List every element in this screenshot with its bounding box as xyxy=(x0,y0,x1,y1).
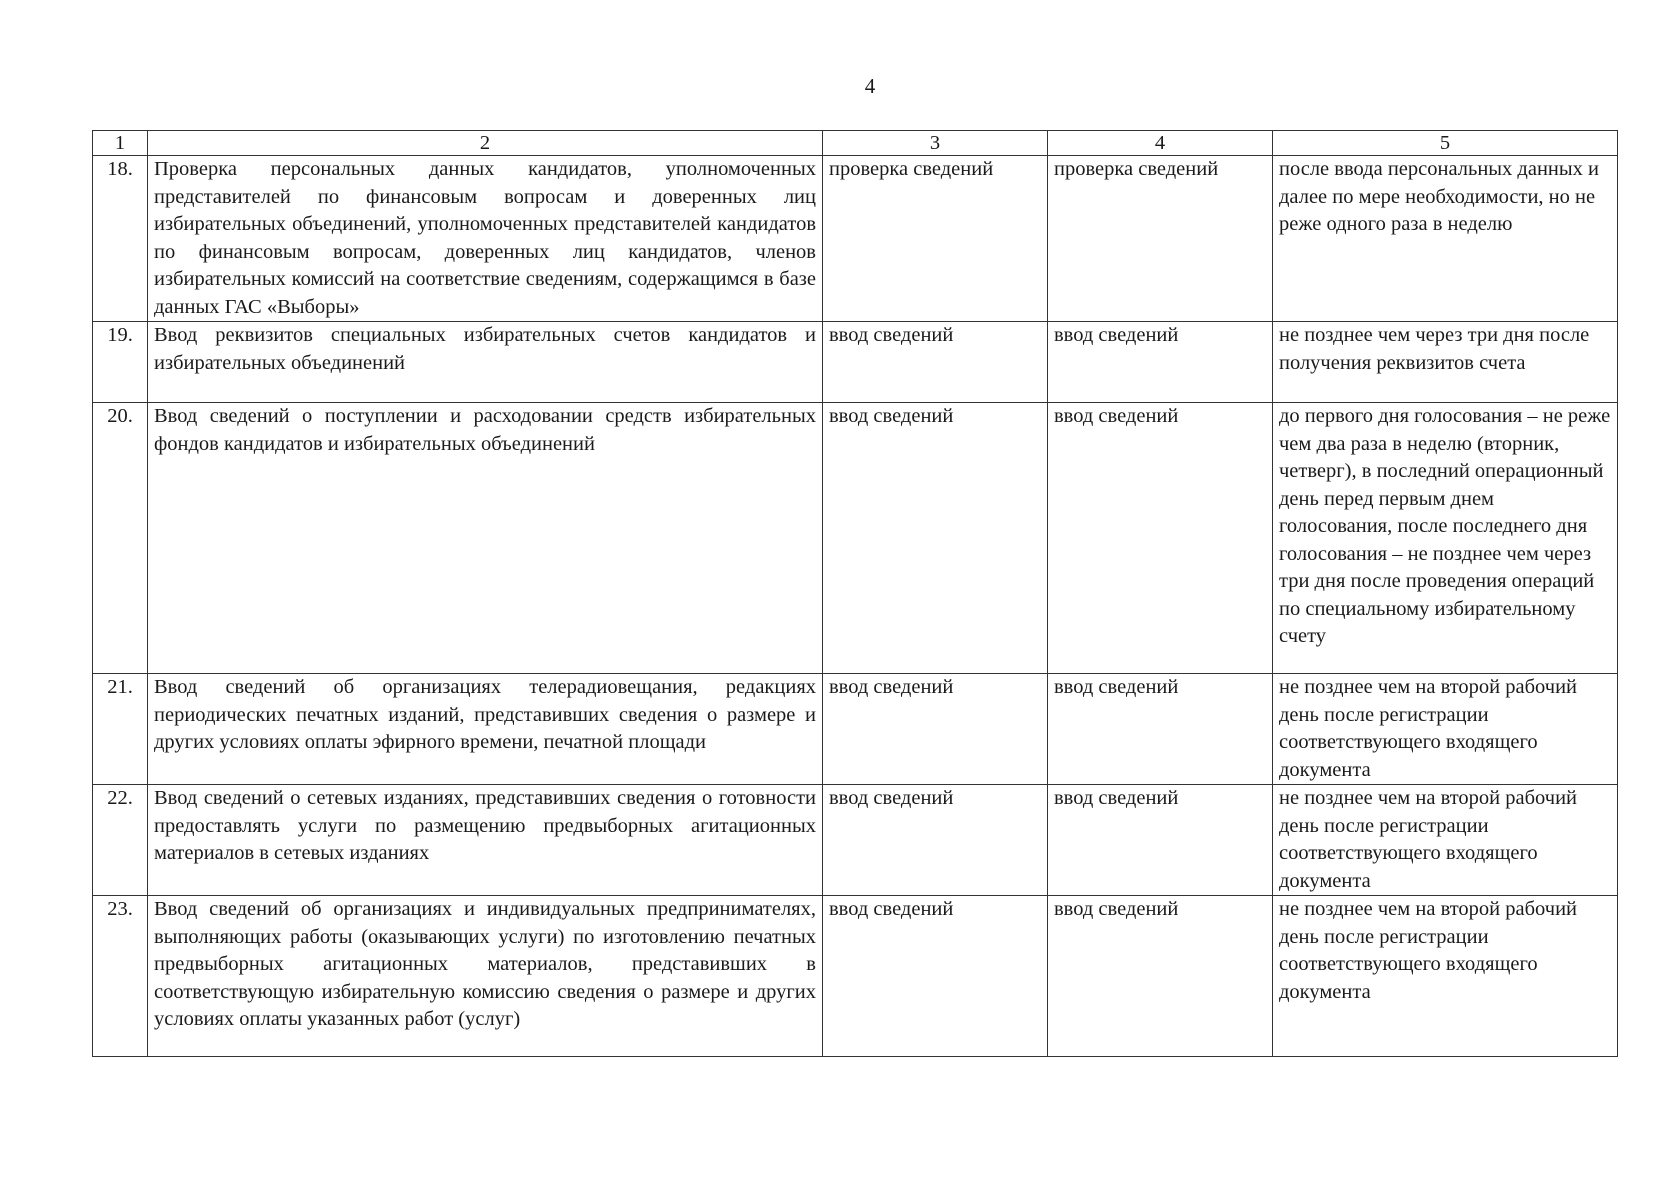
row-number: 20. xyxy=(93,403,148,674)
row-column-4: ввод сведений xyxy=(1048,403,1273,674)
row-number: 21. xyxy=(93,674,148,785)
row-number: 23. xyxy=(93,896,148,1057)
table-row xyxy=(93,785,1618,896)
column-header-1: 1 xyxy=(93,131,148,156)
table-row xyxy=(93,896,1618,1057)
row-column-3: ввод сведений xyxy=(823,322,1048,403)
column-header-2: 2 xyxy=(148,131,823,156)
row-column-4: ввод сведений xyxy=(1048,785,1273,896)
table-header-row xyxy=(93,131,1618,156)
row-deadline: не позднее чем на второй рабочий день после регистрации соответствующего входящего документа xyxy=(1273,896,1618,1057)
table-row xyxy=(93,156,1618,322)
row-column-4: ввод сведений xyxy=(1048,896,1273,1057)
column-header-5: 5 xyxy=(1273,131,1618,156)
row-column-3: ввод сведений xyxy=(823,896,1048,1057)
row-deadline: не позднее чем на второй рабочий день после регистрации соответствующего входящего документа xyxy=(1273,674,1618,785)
column-header-3: 3 xyxy=(823,131,1048,156)
row-column-3: ввод сведений xyxy=(823,674,1048,785)
row-description: Проверка персональных данных кандидатов, уполномоченных представителей по финансовым вопросам и доверенных лиц избирательных объединений, уполномоченных представителей кандидатов по финансовым вопросам, доверенных лиц кандидатов, членов избирательных комиссий на соответствие сведениям, содержащимся в базе данных ГАС «Выборы» xyxy=(148,156,823,322)
table-row xyxy=(93,403,1618,674)
row-deadline: не позднее чем через три дня после получения реквизитов счета xyxy=(1273,322,1618,403)
table-row xyxy=(93,322,1618,403)
row-column-4: ввод сведений xyxy=(1048,674,1273,785)
row-deadline: не позднее чем на второй рабочий день после регистрации соответствующего входящего документа xyxy=(1273,785,1618,896)
row-description: Ввод реквизитов специальных избирательных счетов кандидатов и избирательных объединений xyxy=(148,322,823,403)
schedule-table xyxy=(92,130,1618,1057)
row-number: 18. xyxy=(93,156,148,322)
row-column-4: ввод сведений xyxy=(1048,322,1273,403)
row-description: Ввод сведений об организациях и индивидуальных предпринимателях, выполняющих работы (оказывающих услуги) по изготовлению печатных предвыборных агитационных материалов, представивших в соответствующую избирательную комиссию сведения о размере и других условиях оплаты указанных работ (услуг) xyxy=(148,896,823,1057)
row-column-3: ввод сведений xyxy=(823,403,1048,674)
row-column-3: ввод сведений xyxy=(823,785,1048,896)
row-description: Ввод сведений об организациях телерадиовещания, редакциях периодических печатных изданий, представивших сведения о размере и других условиях оплаты эфирного времени, печатной площади xyxy=(148,674,823,785)
row-column-3: проверка сведений xyxy=(823,156,1048,322)
table-row xyxy=(93,674,1618,785)
row-deadline: после ввода персональных данных и далее по мере необходимости, но не реже одного раза в неделю xyxy=(1273,156,1618,322)
page-number: 4 xyxy=(864,74,876,98)
row-number: 22. xyxy=(93,785,148,896)
row-description: Ввод сведений о поступлении и расходовании средств избирательных фондов кандидатов и избирательных объединений xyxy=(148,403,823,674)
row-deadline: до первого дня голосования – не реже чем два раза в неделю (вторник, четверг), в последний операционный день перед первым днем голосования, после последнего дня голосования – не позднее чем через три дня после проведения операций по специальному избирательному счету xyxy=(1273,403,1618,674)
row-description: Ввод сведений о сетевых изданиях, представивших сведения о готовности предоставлять услуги по размещению предвыборных агитационных материалов в сетевых изданиях xyxy=(148,785,823,896)
row-column-4: проверка сведений xyxy=(1048,156,1273,322)
column-header-4: 4 xyxy=(1048,131,1273,156)
row-number: 19. xyxy=(93,322,148,403)
